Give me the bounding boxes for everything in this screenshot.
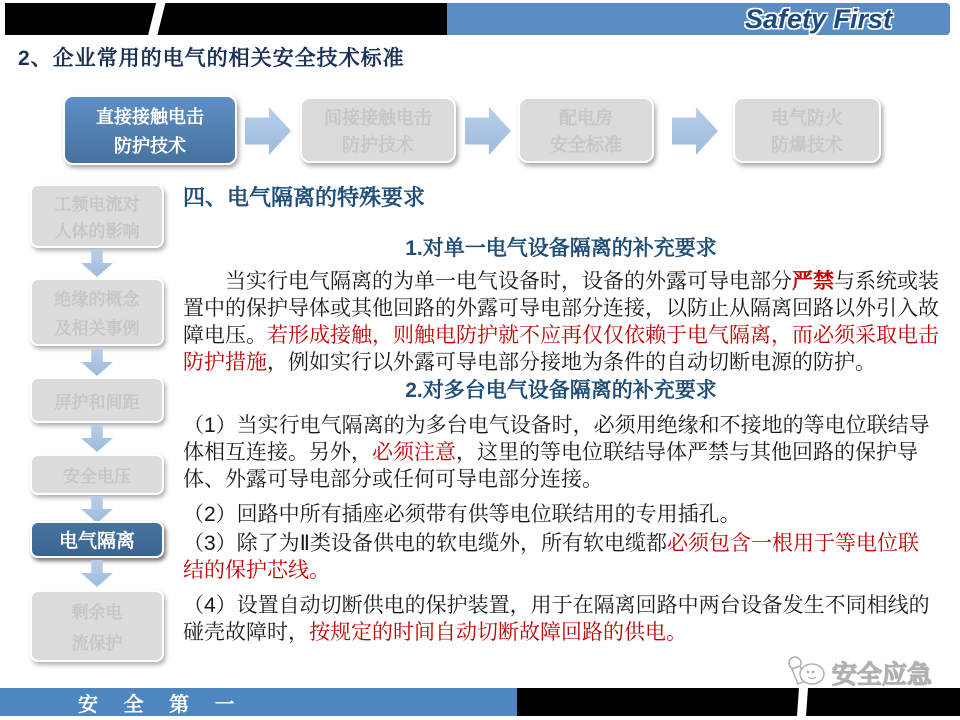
label-line: 电气隔离 — [58, 531, 135, 552]
footer-bar-blue — [0, 688, 517, 716]
label-line: 安全电压 — [63, 467, 131, 486]
main-content — [183, 184, 939, 646]
flow-arrow-down-icon — [81, 250, 113, 277]
label-line: 配电房 — [559, 107, 613, 128]
emphasis-text: 若形成接触，则触电防护就不应再仅仅依赖于电气隔离，而必须采取电击防护措施 — [183, 324, 939, 374]
label-line: 人体的影响 — [54, 222, 140, 241]
emphasis-text: 必须包含一根用于等电位联结的保护芯线。 — [183, 532, 920, 582]
label-line: 防爆技术 — [771, 134, 843, 155]
flow-arrow-right-icon — [245, 107, 291, 155]
section-heading: 四、电气隔离的特殊要求 — [183, 185, 426, 210]
flowchart-step-4 — [733, 97, 881, 163]
flowchart-step-1-active — [63, 95, 237, 165]
emphasis-text: 严禁 — [792, 270, 834, 293]
flowchart-step-3 — [518, 97, 654, 163]
subsection-2-title: 2.对多台电气设备隔离的补充要求 — [405, 379, 717, 402]
emphasis-text: 必须注意 — [372, 441, 456, 464]
body-text: （3）除了为Ⅱ类设备供电的软电缆外，所有软电缆都 — [183, 532, 668, 555]
body-text: ，例如实行以外露可导电部分接地为条件的自动切断电源的防护。 — [267, 351, 876, 374]
body-text: 当实行电气隔离的为单一电气设备时，设备的外露可导电部分 — [225, 270, 792, 293]
logo-text: 安全应急 — [832, 661, 933, 689]
flow-arrow-down-icon — [81, 560, 113, 587]
footer-bar-black — [517, 688, 960, 716]
label-line: 屏护和间距 — [54, 392, 140, 412]
label-line: 绝缘的概念 — [54, 290, 140, 309]
label-line: 电气防火 — [771, 107, 843, 128]
page-title: 2、企业常用的电气的相关安全技术标准 — [18, 47, 405, 70]
body-text: （4）设置自动切断供电的保护装置，用于在隔离回路中两台设备发生不同相线的碰壳故障时， — [183, 594, 930, 644]
label-line: 流保护 — [71, 634, 123, 653]
sidebar-item-6 — [30, 590, 164, 662]
label-line: 防护技术 — [114, 135, 186, 156]
sidebar-item-5-active — [30, 521, 164, 558]
label-line: 防护技术 — [342, 134, 414, 155]
emphasis-text: 按规定的时间自动切断故障回路的供电。 — [309, 621, 687, 644]
flow-arrow-right-icon — [672, 107, 718, 155]
label-line: 安全标准 — [550, 134, 622, 155]
body-text: （1）当实行电气隔离的为多台电气设备时，必须用绝缘和不接地的等电位联结导体相互连接。另外， — [183, 414, 930, 464]
body-text: ，这里的等电位联结导体严禁与其他回路的保护导体、外露可导电部分或任何可导电部分连接。 — [183, 441, 918, 491]
label-line: 及相关事例 — [54, 319, 140, 338]
sidebar-item-4 — [30, 454, 164, 495]
label-line: 剩余电 — [71, 603, 123, 622]
flow-arrow-down-icon — [81, 496, 113, 523]
sidebar-item-3 — [30, 377, 164, 423]
subsection-1-title: 1.对单一电气设备隔离的补充要求 — [405, 237, 717, 260]
brand-text: Safety First — [744, 3, 892, 34]
list-item-4 — [183, 592, 939, 646]
sidebar-item-2 — [30, 278, 164, 346]
flowchart-step-2 — [300, 97, 456, 163]
flow-arrow-down-icon — [81, 425, 113, 452]
label-line: 间接接触电击 — [324, 107, 432, 128]
label-line: 直接接触电击 — [96, 106, 204, 127]
body-text: 与系统或装置中的保护导体或其他回路的外露可导电部分连接，以防止从隔离回路以外引入故障电压。 — [183, 270, 939, 347]
body-text: （2）回路中所有插座必须带有供等电位联结用的专用插孔。 — [183, 503, 741, 526]
top-bar-black — [5, 3, 447, 35]
list-item-3 — [183, 530, 939, 584]
top-bar-blue — [447, 3, 950, 35]
sidebar-item-1 — [30, 184, 164, 248]
list-item-1 — [183, 412, 939, 493]
flow-arrow-right-icon — [465, 107, 511, 155]
paragraph-1 — [183, 268, 939, 376]
list-item-2 — [183, 501, 939, 528]
footer-slogan: 安 全 第 一 — [78, 693, 245, 716]
flow-arrow-down-icon — [81, 349, 113, 376]
label-line: 工频电流对 — [54, 195, 140, 214]
